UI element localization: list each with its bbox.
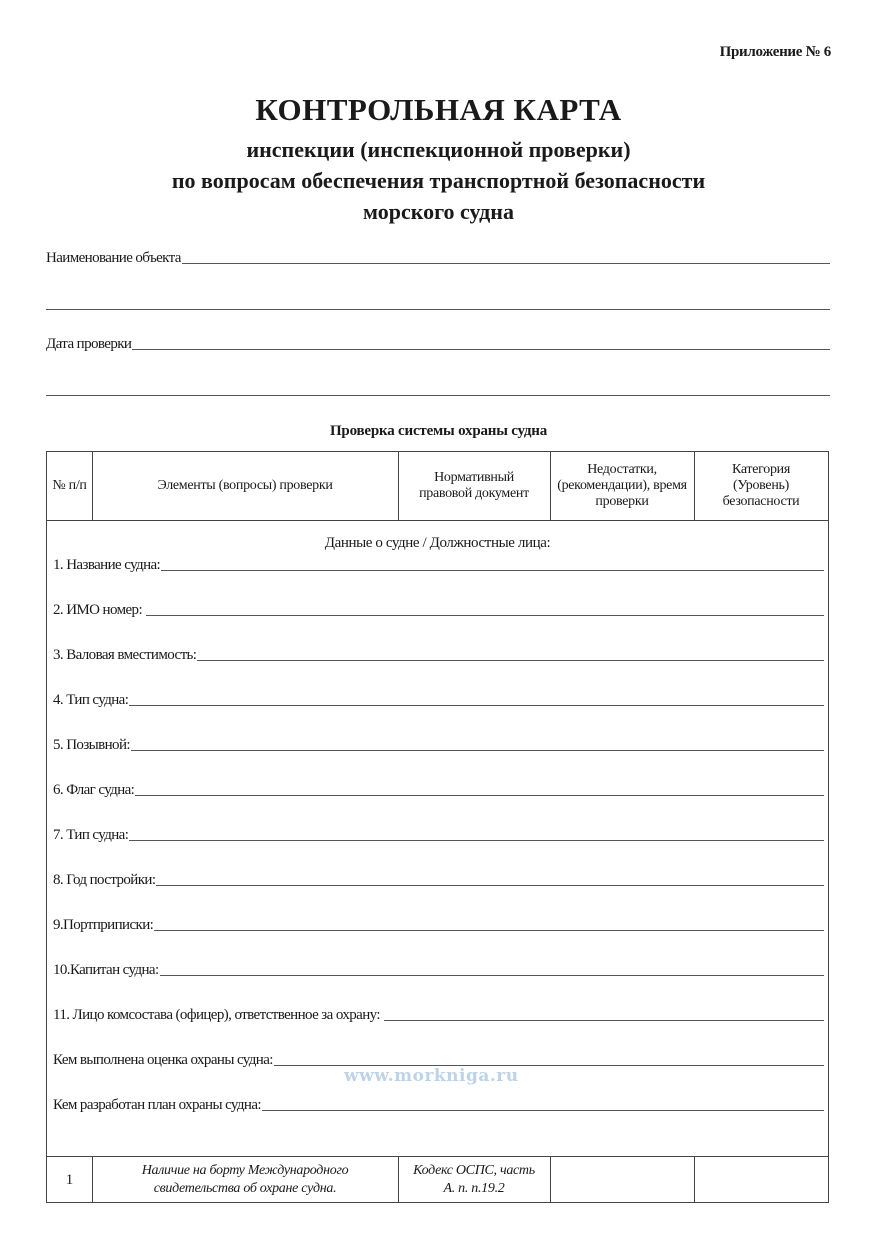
ship-field-input-line[interactable] <box>160 974 824 976</box>
ship-field-type-2[interactable] <box>53 827 824 844</box>
ship-field-label: 5. Позывной: <box>53 737 130 753</box>
column-header-legal-document: Нормативный правовой документ <box>419 470 529 501</box>
ship-field-input-line[interactable] <box>197 659 824 661</box>
ship-field-label: Кем выполнена оценка охраны судна: <box>53 1052 273 1068</box>
ship-field-label: 1. Название судна: <box>53 557 161 573</box>
ship-field-plan-by[interactable] <box>53 1097 824 1114</box>
check-date-continuation-line[interactable] <box>46 395 830 396</box>
ship-field-input-line[interactable] <box>129 704 824 706</box>
row-number: 1 <box>65 1172 74 1188</box>
ship-field-captain[interactable] <box>53 962 824 979</box>
column-header-deficiencies: Недостатки, (рекомендации), время проверки <box>557 462 687 509</box>
ship-data-block <box>47 521 828 1157</box>
ship-field-label: Кем разработан план охраны судна: <box>53 1097 261 1113</box>
section-title: Проверка системы охраны судна <box>329 423 548 439</box>
row-deficiencies-cell[interactable] <box>550 1157 694 1203</box>
check-date-label: Дата проверки <box>46 336 132 352</box>
column-header-number: № п/п <box>52 478 87 493</box>
ship-field-label: 3. Валовая вместимость: <box>53 647 197 663</box>
ship-field-type[interactable] <box>53 692 824 709</box>
column-header-security-category: Категория (Уровень) безопасности <box>722 462 800 509</box>
ship-field-label: 7. Тип судна: <box>53 827 129 843</box>
object-name-continuation-line[interactable] <box>46 309 830 310</box>
row-security-category-cell[interactable] <box>694 1157 828 1203</box>
document-title: КОНТРОЛЬНАЯ КАРТА <box>255 92 622 127</box>
ship-field-flag[interactable] <box>53 782 824 799</box>
ship-field-input-line[interactable] <box>161 569 824 571</box>
row-legal-document: Кодекс ОСПС, часть А. п. п.19.2 <box>413 1163 535 1196</box>
ship-field-port-of-registry[interactable] <box>53 917 824 934</box>
object-name-label: Наименование объекта <box>46 250 181 266</box>
ship-field-input-line[interactable] <box>135 794 824 796</box>
table-header <box>47 452 828 521</box>
ship-field-label: 4. Тип судна: <box>53 692 129 708</box>
ship-field-input-line[interactable] <box>154 929 824 931</box>
ship-field-label: 6. Флаг судна: <box>53 782 135 798</box>
ship-field-build-year[interactable] <box>53 872 824 889</box>
table-row <box>47 1157 828 1203</box>
appendix-label: Приложение № 6 <box>719 44 831 60</box>
column-header-elements: Элементы (вопросы) проверки <box>157 478 333 493</box>
document-subtitle-line-1: инспекции (инспекционной проверки) <box>246 137 631 162</box>
ship-field-input-line[interactable] <box>131 749 824 751</box>
row-element: Наличие на борту Международного свидетельства об охране судна. <box>141 1163 349 1196</box>
ship-field-input-line[interactable] <box>129 839 824 841</box>
ship-field-security-officer[interactable] <box>53 1007 824 1024</box>
ship-field-gross-tonnage[interactable] <box>53 647 824 664</box>
check-date-field[interactable] <box>46 336 830 353</box>
ship-field-imo[interactable] <box>53 602 824 619</box>
ship-field-label: 2. ИМО номер: <box>53 602 146 618</box>
ship-field-call-sign[interactable] <box>53 737 824 754</box>
document-subtitle-line-3: морского судна <box>363 199 514 224</box>
ship-field-label: 8. Год постройки: <box>53 872 156 888</box>
watermark: www.morkniga.ru <box>344 1066 519 1086</box>
ship-field-input-line[interactable] <box>262 1109 824 1111</box>
ship-field-input-line[interactable] <box>384 1019 824 1021</box>
check-date-input-line[interactable] <box>132 348 830 350</box>
ship-data-caption: Данные о судне / Должностные лица: <box>324 535 551 551</box>
inspection-table <box>46 451 829 1203</box>
object-name-field[interactable] <box>46 250 830 267</box>
ship-field-input-line[interactable] <box>146 614 824 616</box>
ship-field-input-line[interactable] <box>156 884 824 886</box>
ship-field-label: 9.Портприписки: <box>53 917 154 933</box>
ship-field-label: 11. Лицо комсостава (офицер), ответственное за охрану: <box>53 1007 384 1023</box>
ship-field-label: 10.Капитан судна: <box>53 962 159 978</box>
document-subtitle-line-2: по вопросам обеспечения транспортной безопасности <box>171 168 706 193</box>
ship-field-name[interactable] <box>53 557 824 574</box>
object-name-input-line[interactable] <box>182 262 830 264</box>
